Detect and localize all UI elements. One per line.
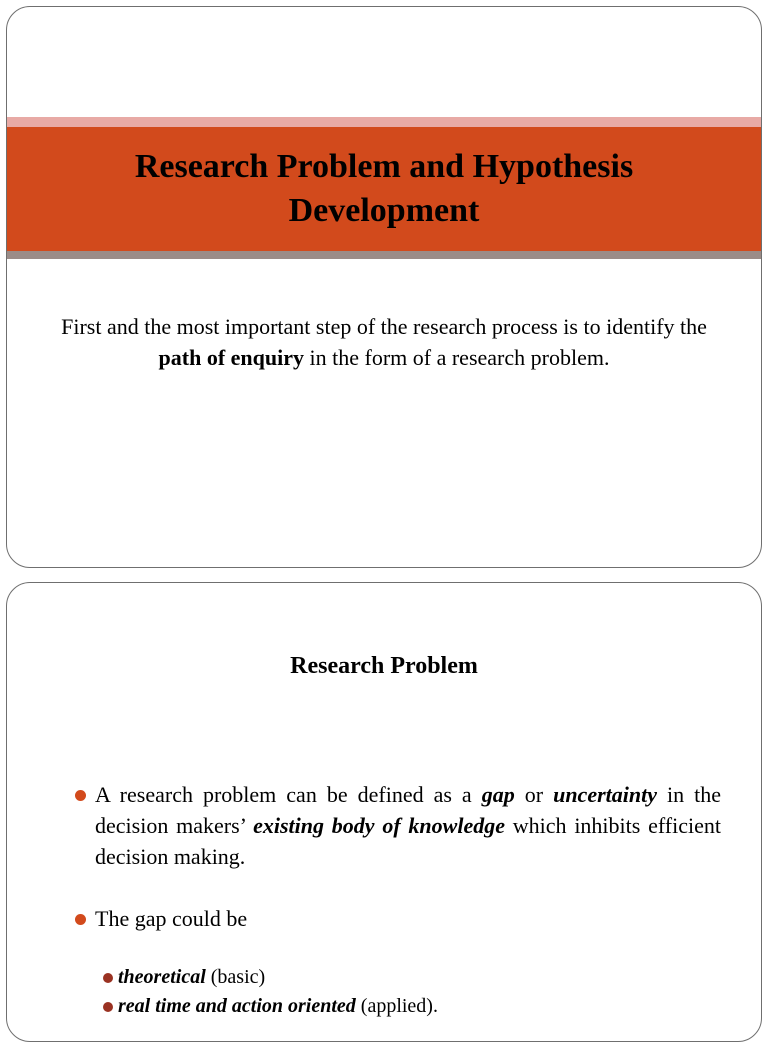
emphasis-knowledge: existing body of knowledge [253,813,505,838]
sub-bullet-emphasis: real time and action oriented [118,995,356,1017]
sub-bullet-text: (applied). [355,995,438,1017]
title-band-top-stripe [7,117,761,127]
bullet-item [95,779,721,872]
bullet-text: which inhibits efficient decision making. [95,813,721,869]
intro-text-1: First and the most important step of the research process is to identify the [61,314,707,339]
sub-bullet-item [118,992,721,1020]
slide-title-line-2: Development [288,192,480,229]
slide-title [135,145,633,233]
bullet-text: The gap could be [95,906,248,931]
bullet-item [95,903,721,934]
sub-bullet-text: (basic) [205,966,266,988]
title-band-bottom-stripe [7,251,761,259]
intro-bold-term: path of enquiry [158,345,305,370]
emphasis-gap: gap [481,782,515,807]
title-band [7,127,761,251]
bullet-dot-icon [75,790,86,801]
sub-bullet-emphasis: theoretical [118,966,206,988]
sub-bullet-dot-icon [103,973,113,983]
bullet-text: or [514,782,554,807]
slide-title-line-1: Research Problem and Hypothesis [134,148,634,185]
bullet-text: A research problem can be defined as a [95,782,482,807]
bullet-text: in the decision makers’ [95,782,721,838]
sub-bullet-item [118,963,721,991]
slide-1 [6,6,762,568]
slide-heading: Research Problem [290,653,478,679]
intro-text-2: in the form of a research problem. [304,345,610,370]
intro-paragraph [57,311,711,373]
sub-bullet-dot-icon [103,1002,113,1012]
slide-2 [6,582,762,1042]
bullet-dot-icon [75,914,86,925]
emphasis-uncertainty: uncertainty [553,782,657,807]
